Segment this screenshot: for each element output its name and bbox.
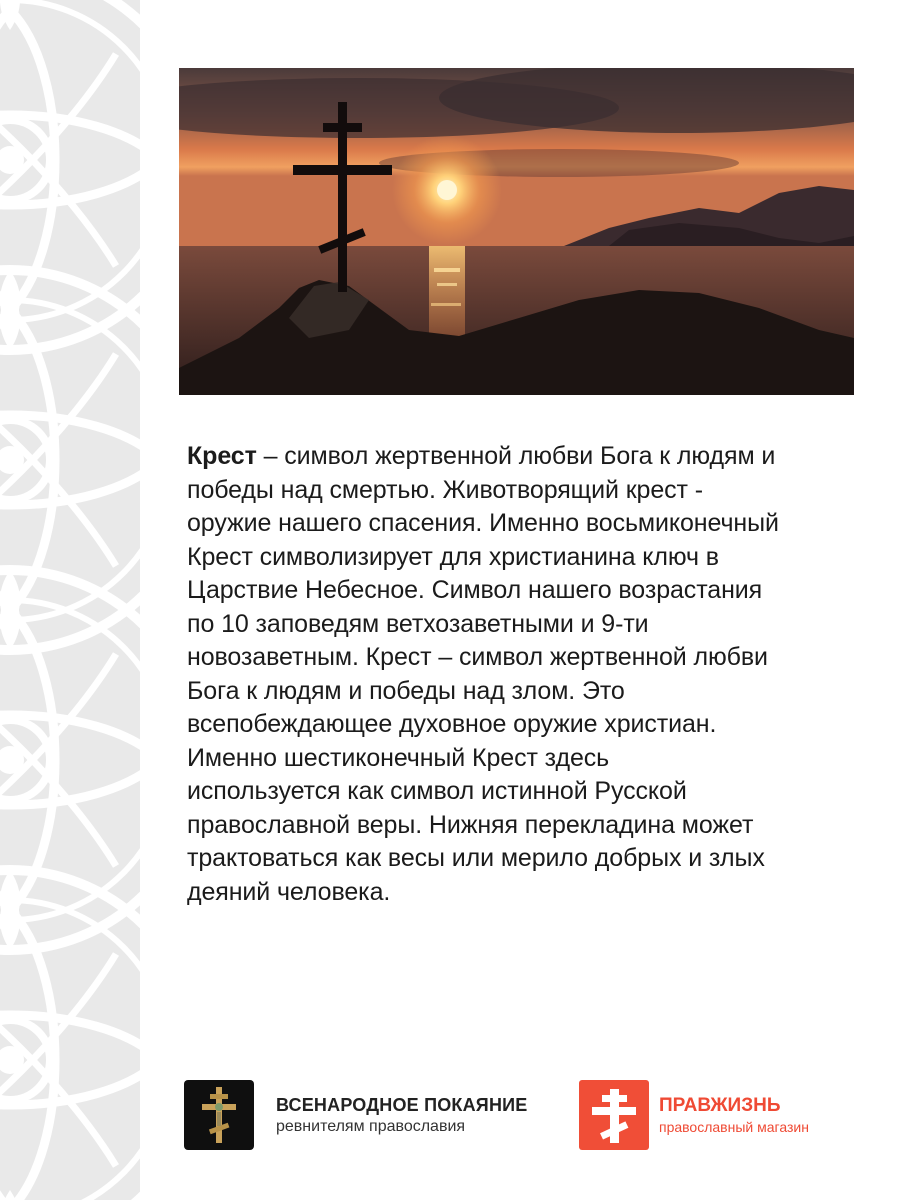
orthodox-cross-icon (199, 1085, 239, 1145)
article-body: – символ жертвенной любви Бога к людям и победы над смертью. Животворящий крест - оружие нашего спасения. Именно восьмиконечный Крест символизирует для христианина ключ в Царствие Небесное. Символ нашего возрастания по 10 заповедям ветхозаветными и 9-ти новозаветным. Крест – символ жертвенной любви Бога к людям и победы над злом. Это всепобеждающее духовное оружие христиан. Именно шестиконечный Крест здесь используется как символ истинной Русской православной веры. Нижняя перекладина может трактоваться как весы или мерило добрых и злых деяний человека. (187, 442, 779, 906)
sunset-cross-photo (179, 68, 854, 395)
brand-pravzhizn[interactable] (579, 1080, 809, 1150)
shop-logo (579, 1080, 649, 1150)
brand-name: ВСЕНАРОДНОЕ ПОКАЯНИЕ (276, 1094, 528, 1115)
shop-subtitle: православный магазин (659, 1119, 809, 1135)
ornament-pattern (0, 0, 140, 1200)
sunset-cross-image (179, 68, 854, 395)
brand-subtitle: ревнителям православия (276, 1117, 466, 1135)
brand-vsenarodnoe-pokayanie[interactable] (184, 1080, 527, 1150)
article-text (187, 440, 877, 909)
ornament-border (0, 0, 140, 1200)
shop-name: ПРАВЖИЗНЬ (659, 1095, 781, 1116)
brand-logo (184, 1080, 254, 1150)
shop-cross-icon (588, 1085, 640, 1145)
article-term: Крест (187, 442, 257, 470)
